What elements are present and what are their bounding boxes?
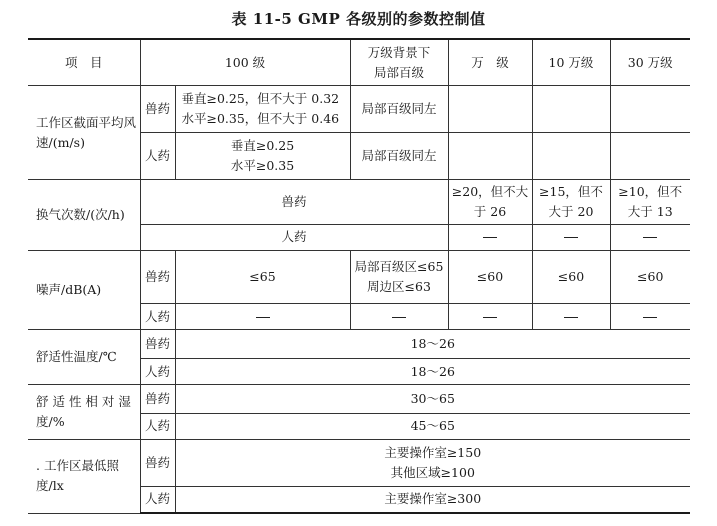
noise-vet-10wan: ≤60 bbox=[532, 251, 610, 304]
table-row bbox=[28, 330, 690, 358]
param-air-label: 换气次数/(次/h) bbox=[28, 179, 140, 250]
wind-human-30wan bbox=[610, 133, 690, 180]
noise-human-100 bbox=[175, 303, 350, 329]
dash-mark bbox=[564, 317, 578, 318]
wind-human-10wan bbox=[532, 133, 610, 180]
air-human-10wan bbox=[532, 224, 610, 250]
param-wind-label: 工作区截面平均风速/(m/s) bbox=[28, 86, 140, 180]
table-row bbox=[28, 440, 690, 487]
sub-human: 人药 bbox=[140, 133, 175, 180]
temp-human-value: 18～26 bbox=[175, 358, 690, 384]
sub-vet: 兽药 bbox=[140, 330, 175, 358]
air-vet-sub: 兽药 bbox=[140, 179, 448, 224]
sub-vet: 兽药 bbox=[140, 251, 175, 304]
table-row bbox=[28, 251, 690, 304]
table-row bbox=[28, 86, 690, 133]
dash-mark bbox=[483, 317, 497, 318]
header-10wan: 10 万级 bbox=[532, 39, 610, 86]
humid-vet-value: 30～65 bbox=[175, 385, 690, 413]
header-100: 100 级 bbox=[140, 39, 350, 86]
dash-mark bbox=[643, 317, 657, 318]
air-human-wan bbox=[448, 224, 532, 250]
dash-mark bbox=[564, 237, 578, 238]
wind-vet-10wan bbox=[532, 86, 610, 133]
light-vet-value: 主要操作室≥150 其他区域≥100 bbox=[175, 440, 690, 487]
dash-mark bbox=[392, 317, 406, 318]
header-row bbox=[28, 39, 690, 86]
sub-vet: 兽药 bbox=[140, 385, 175, 413]
gmp-parameter-table bbox=[28, 38, 690, 514]
wind-vet-100: 垂直≥0.25，但不大于 0.32 水平≥0.35，但不大于 0.46 bbox=[175, 86, 350, 133]
param-noise-label: 噪声/dB(A) bbox=[28, 251, 140, 330]
noise-vet-100: ≤65 bbox=[175, 251, 350, 304]
header-item: 项 目 bbox=[28, 39, 140, 86]
param-light-label: . 工作区最低照度/lx bbox=[28, 440, 140, 513]
humid-human-value: 45～65 bbox=[175, 413, 690, 439]
noise-human-local bbox=[350, 303, 448, 329]
air-human-30wan bbox=[610, 224, 690, 250]
sub-human: 人药 bbox=[140, 358, 175, 384]
dash-mark bbox=[643, 237, 657, 238]
table-row bbox=[28, 385, 690, 413]
wind-human-local: 局部百级同左 bbox=[350, 133, 448, 180]
noise-human-wan bbox=[448, 303, 532, 329]
sub-human: 人药 bbox=[140, 413, 175, 439]
header-30wan: 30 万级 bbox=[610, 39, 690, 86]
noise-vet-local: 局部百级区≤65 周边区≤63 bbox=[350, 251, 448, 304]
air-vet-10wan: ≥15，但不大于 20 bbox=[532, 179, 610, 224]
wind-vet-wan bbox=[448, 86, 532, 133]
sub-vet: 兽药 bbox=[140, 440, 175, 487]
wind-vet-30wan bbox=[610, 86, 690, 133]
header-wan-local: 万级背景下 局部百级 bbox=[350, 39, 448, 86]
wind-vet-local: 局部百级同左 bbox=[350, 86, 448, 133]
dash-mark bbox=[256, 317, 270, 318]
sub-human: 人药 bbox=[140, 303, 175, 329]
dash-mark bbox=[483, 237, 497, 238]
noise-vet-30wan: ≤60 bbox=[610, 251, 690, 304]
temp-vet-value: 18～26 bbox=[175, 330, 690, 358]
param-humid-label: 舒 适 性 相 对 湿度/% bbox=[28, 385, 140, 440]
air-human-sub: 人药 bbox=[140, 224, 448, 250]
param-temp-label: 舒适性温度/℃ bbox=[28, 330, 140, 385]
air-vet-30wan: ≥10，但不大于 13 bbox=[610, 179, 690, 224]
air-vet-wan: ≥20，但不大于 26 bbox=[448, 179, 532, 224]
noise-vet-wan: ≤60 bbox=[448, 251, 532, 304]
header-wan: 万 级 bbox=[448, 39, 532, 86]
noise-human-10wan bbox=[532, 303, 610, 329]
wind-human-100: 垂直≥0.25 水平≥0.35 bbox=[175, 133, 350, 180]
noise-human-30wan bbox=[610, 303, 690, 329]
sub-vet: 兽药 bbox=[140, 86, 175, 133]
light-human-value: 主要操作室≥300 bbox=[175, 486, 690, 513]
wind-human-wan bbox=[448, 133, 532, 180]
sub-human: 人药 bbox=[140, 486, 175, 513]
table-row bbox=[28, 179, 690, 224]
table-title: 表 11-5 GMP 各级别的参数控制值 bbox=[231, 10, 486, 28]
